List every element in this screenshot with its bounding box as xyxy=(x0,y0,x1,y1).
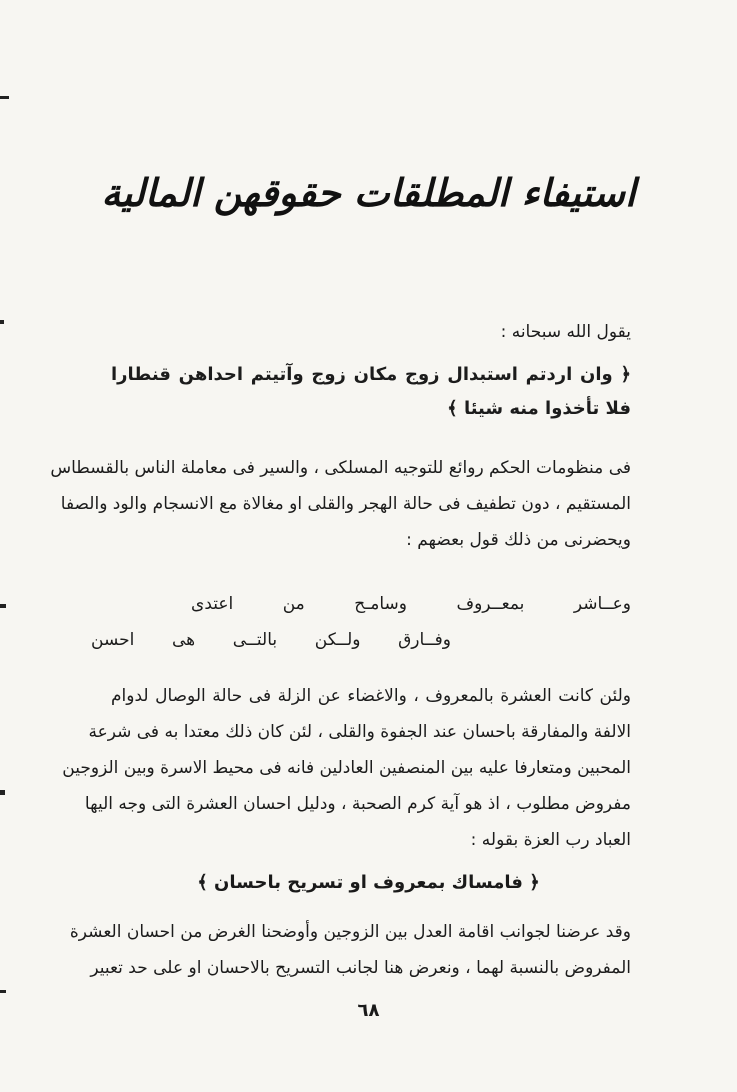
poem-word: ولــكن xyxy=(314,630,361,650)
poem-word: هى xyxy=(172,630,196,650)
paragraph-3-line-2: المفروض بالنسبة لهما ، ونعرض هنا لجانب التسريح بالاحسان او على حد تعبير xyxy=(90,958,631,978)
paragraph-2-line-1: ولئن كانت العشرة بالمعروف ، والاغضاء عن الزلة فى حالة الوصال لدوام xyxy=(111,686,631,706)
paragraph-2-line-2: الالفة والمفارقة باحسان عند الجفوة والقلى ، لئن كان ذلك معتدا به فى شرعة xyxy=(88,722,631,742)
margin-mark xyxy=(0,990,6,993)
quran-verse-text-2: فلا تأخذوا منه شيئا xyxy=(463,398,631,419)
quran-verse-2 xyxy=(60,872,677,893)
paragraph-1-line-2: المستقيم ، دون تطفيف فى حالة الهجر والقلى او مغالاة مع الانسجام والود والصفا xyxy=(60,494,631,514)
intro-line: يقول الله سبحانه : xyxy=(500,322,631,342)
poem-word: وسامـح xyxy=(354,594,407,614)
page-number: ٦٨ xyxy=(357,1000,380,1021)
poem-word: بمعــروف xyxy=(456,594,525,614)
quran-verse-2-text: فامساك بمعروف او تسريح باحسان xyxy=(214,872,523,893)
poem-verse-1 xyxy=(191,594,631,614)
margin-mark xyxy=(0,604,6,608)
chapter-title: استيفاء المطلقات حقوقهن المالية xyxy=(101,170,636,215)
paragraph-1-line-1: فى منظومات الحكم روائع للتوجيه المسلكى ، والسير فى معاملة الناس بالقسطاس xyxy=(50,458,631,478)
quran-verse-line-2 xyxy=(111,398,631,419)
ornament-bracket-open: ﴿ xyxy=(529,872,540,893)
margin-mark xyxy=(0,320,4,324)
poem-word: وعــاشر xyxy=(573,594,631,614)
poem-word: احسن xyxy=(91,630,135,650)
poem-word: اعتدى xyxy=(191,594,234,614)
paragraph-3-line-1: وقد عرضنا لجوانب اقامة العدل بين الزوجين وأوضحنا الغرض من احسان العشرة xyxy=(69,922,631,942)
ornament-bracket-close: ﴾ xyxy=(447,398,458,419)
quran-verse-line-1 xyxy=(111,364,631,385)
ornament-bracket-close: ﴾ xyxy=(197,872,208,893)
paragraph-1-line-3: ويحضرنى من ذلك قول بعضهم : xyxy=(406,530,631,550)
paragraph-2-line-4: مفروض مطلوب ، اذ هو آية كرم الصحبة ، ودليل احسان العشرة التى وجه اليها xyxy=(84,794,631,814)
margin-mark xyxy=(0,790,5,795)
poem-word: بالتــى xyxy=(232,630,278,650)
poem-verse-2 xyxy=(91,630,451,650)
ornament-bracket-open: ﴿ xyxy=(620,364,631,385)
paragraph-2-line-5: العباد رب العزة بقوله : xyxy=(470,830,631,850)
poem-word: من xyxy=(282,594,305,614)
margin-mark xyxy=(0,96,9,99)
quran-verse-text-1: وان اردتم استبدال زوج مكان زوج وآتيتم احداهن قنطارا xyxy=(111,364,613,385)
paragraph-2-line-3: المحبين ومتعارفا عليه بين المنصفين العادلين فانه فى محيط الاسرة وبين الزوجين xyxy=(62,758,631,778)
poem-word: وفــارق xyxy=(398,630,451,650)
